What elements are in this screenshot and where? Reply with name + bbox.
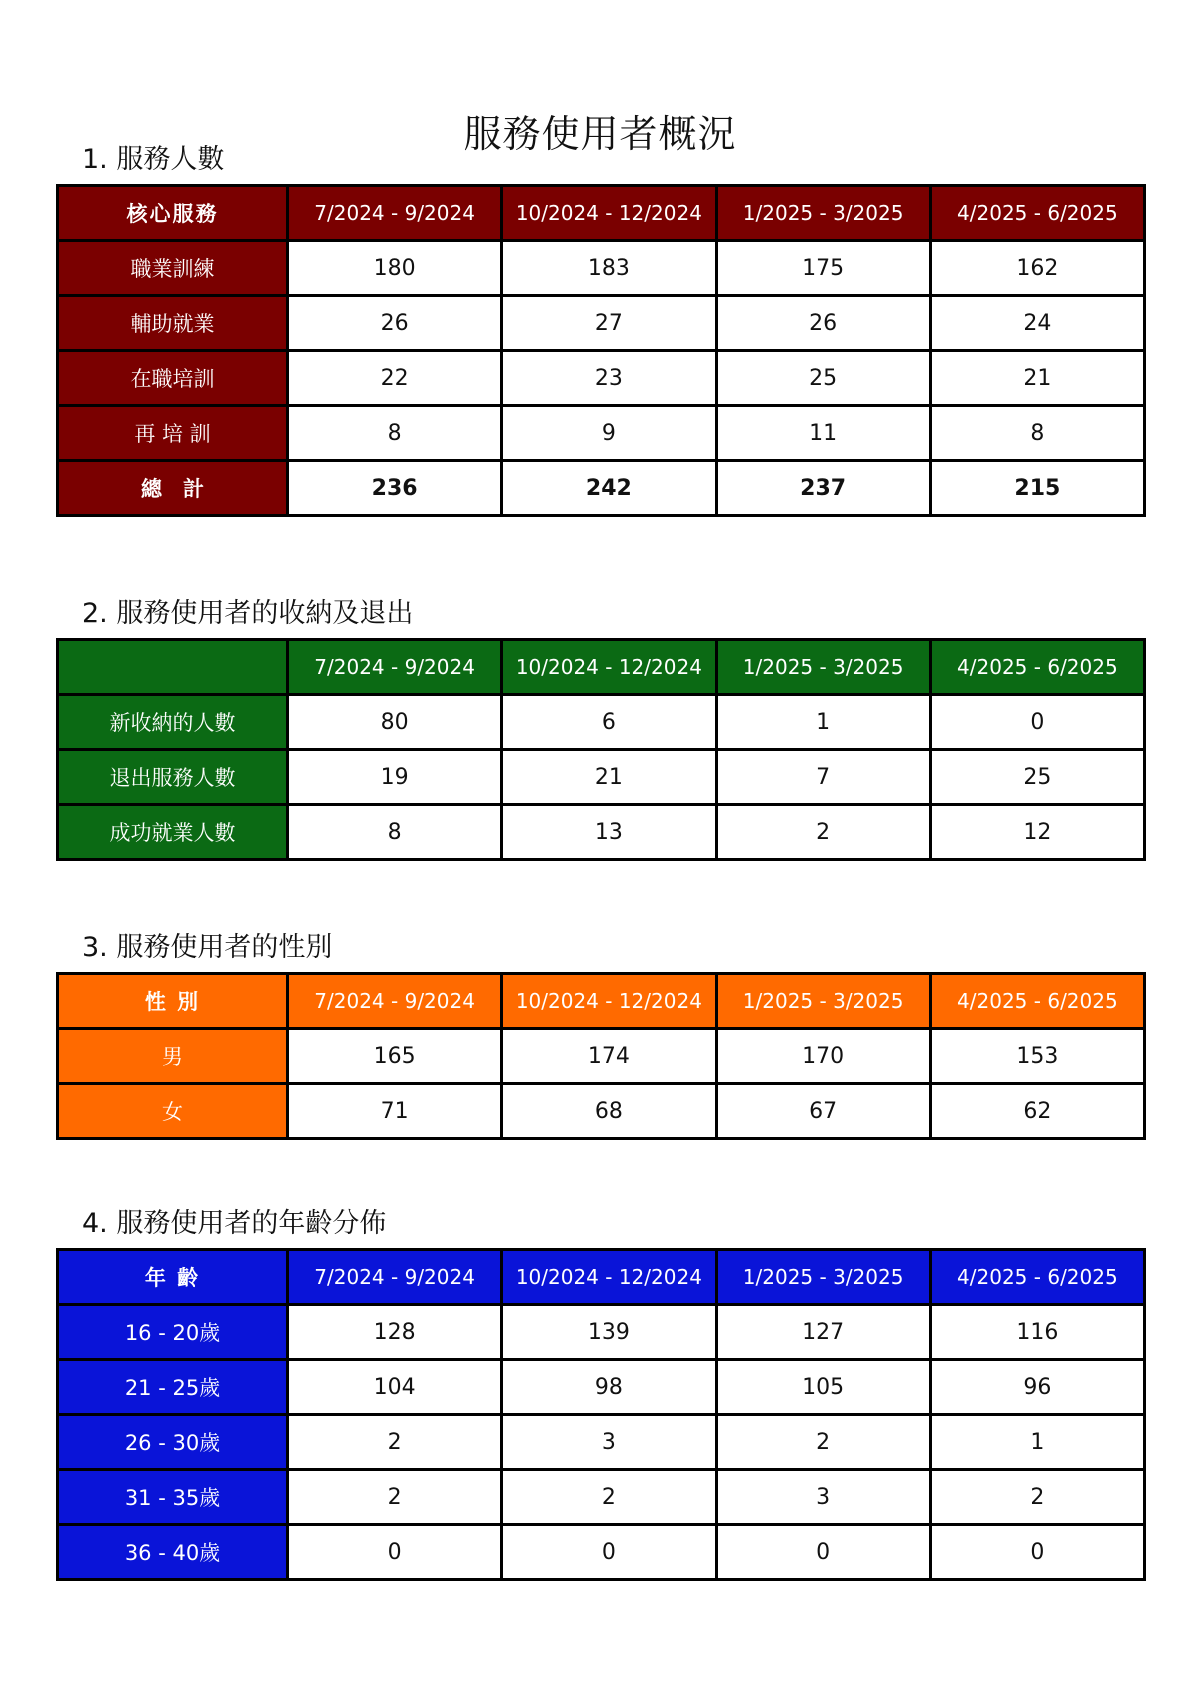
- header-row: [58, 1250, 1145, 1305]
- table-cell: 0: [716, 1525, 930, 1580]
- table-cell: 127: [716, 1305, 930, 1360]
- table-row: [58, 1525, 1145, 1580]
- corner-header: 年 齡: [58, 1250, 288, 1305]
- table-row: [58, 241, 1145, 296]
- row-label: 36 - 40歲: [58, 1525, 288, 1580]
- table-cell: 6: [502, 695, 716, 750]
- table-cell: 104: [288, 1360, 502, 1415]
- row-label: 女: [58, 1084, 288, 1139]
- table-cell: 2: [288, 1415, 502, 1470]
- table-cell: 180: [288, 241, 502, 296]
- table-row: [58, 1415, 1145, 1470]
- table-cell: 98: [502, 1360, 716, 1415]
- table-cell: 25: [930, 750, 1144, 805]
- header-row: [58, 640, 1145, 695]
- table-row: [58, 1084, 1145, 1139]
- table-cell: 80: [288, 695, 502, 750]
- table-cell: 8: [288, 805, 502, 860]
- section-service-count: [56, 140, 1148, 517]
- corner-header: 核心服務: [58, 186, 288, 241]
- table-cell: 0: [288, 1525, 502, 1580]
- table-cell: 162: [930, 241, 1144, 296]
- period-header: 7/2024 - 9/2024: [288, 186, 502, 241]
- corner-header: [58, 640, 288, 695]
- table-cell: 1: [716, 695, 930, 750]
- header-row: [58, 974, 1145, 1029]
- table-cell: 174: [502, 1029, 716, 1084]
- table-row: [58, 1360, 1145, 1415]
- table-cell: 0: [930, 695, 1144, 750]
- row-label: 31 - 35歲: [58, 1470, 288, 1525]
- period-header: 7/2024 - 9/2024: [288, 1250, 502, 1305]
- header-row: [58, 186, 1145, 241]
- section-age: [56, 1204, 1148, 1581]
- table-cell: 116: [930, 1305, 1144, 1360]
- table-cell: 139: [502, 1305, 716, 1360]
- table-cell: 68: [502, 1084, 716, 1139]
- row-label: 退出服務人數: [58, 750, 288, 805]
- section-heading: 3. 服務使用者的性別: [82, 932, 333, 963]
- table-cell: 21: [502, 750, 716, 805]
- row-label: 在職培訓: [58, 351, 288, 406]
- table-cell: 2: [288, 1470, 502, 1525]
- table-cell: 62: [930, 1084, 1144, 1139]
- row-label: 職業訓練: [58, 241, 288, 296]
- period-header: 10/2024 - 12/2024: [502, 640, 716, 695]
- page-title: 服務使用者概況: [463, 112, 737, 157]
- row-label: 21 - 25歲: [58, 1360, 288, 1415]
- period-header: 7/2024 - 9/2024: [288, 974, 502, 1029]
- table-cell: 21: [930, 351, 1144, 406]
- table-cell: 25: [716, 351, 930, 406]
- table-row: [58, 805, 1145, 860]
- table-row: [58, 1029, 1145, 1084]
- total-label: 總 計: [58, 461, 288, 516]
- table-row: [58, 406, 1145, 461]
- section-heading: 4. 服務使用者的年齡分佈: [82, 1208, 387, 1239]
- table-cell: 9: [502, 406, 716, 461]
- age-table: [56, 1248, 1146, 1581]
- row-label: 男: [58, 1029, 288, 1084]
- period-header: 1/2025 - 3/2025: [716, 974, 930, 1029]
- table-cell: 12: [930, 805, 1144, 860]
- row-label: 26 - 30歲: [58, 1415, 288, 1470]
- table-cell: 2: [502, 1470, 716, 1525]
- period-header: 7/2024 - 9/2024: [288, 640, 502, 695]
- table-cell: 0: [502, 1525, 716, 1580]
- period-header: 4/2025 - 6/2025: [930, 186, 1144, 241]
- total-row: [58, 461, 1145, 516]
- table-cell: 71: [288, 1084, 502, 1139]
- table-cell: 8: [930, 406, 1144, 461]
- table-cell: 7: [716, 750, 930, 805]
- table-cell: 8: [288, 406, 502, 461]
- corner-header: 性 別: [58, 974, 288, 1029]
- section-intake-exit: [56, 594, 1148, 861]
- period-header: 4/2025 - 6/2025: [930, 640, 1144, 695]
- total-cell: 236: [288, 461, 502, 516]
- period-header: 10/2024 - 12/2024: [502, 1250, 716, 1305]
- row-label: 再 培 訓: [58, 406, 288, 461]
- table-cell: 11: [716, 406, 930, 461]
- table-row: [58, 351, 1145, 406]
- gender-table: [56, 972, 1146, 1140]
- period-header: 1/2025 - 3/2025: [716, 640, 930, 695]
- table-cell: 13: [502, 805, 716, 860]
- table-cell: 170: [716, 1029, 930, 1084]
- intake-exit-table: [56, 638, 1146, 861]
- table-cell: 67: [716, 1084, 930, 1139]
- total-cell: 237: [716, 461, 930, 516]
- table-cell: 2: [930, 1470, 1144, 1525]
- table-cell: 153: [930, 1029, 1144, 1084]
- table-cell: 3: [716, 1470, 930, 1525]
- table-cell: 23: [502, 351, 716, 406]
- table-cell: 0: [930, 1525, 1144, 1580]
- table-cell: 1: [930, 1415, 1144, 1470]
- table-cell: 26: [288, 296, 502, 351]
- period-header: 1/2025 - 3/2025: [716, 1250, 930, 1305]
- period-header: 4/2025 - 6/2025: [930, 974, 1144, 1029]
- table-row: [58, 750, 1145, 805]
- period-header: 10/2024 - 12/2024: [502, 974, 716, 1029]
- row-label: 16 - 20歲: [58, 1305, 288, 1360]
- table-cell: 24: [930, 296, 1144, 351]
- table-row: [58, 296, 1145, 351]
- period-header: 1/2025 - 3/2025: [716, 186, 930, 241]
- table-cell: 3: [502, 1415, 716, 1470]
- table-cell: 96: [930, 1360, 1144, 1415]
- table-cell: 165: [288, 1029, 502, 1084]
- period-header: 10/2024 - 12/2024: [502, 186, 716, 241]
- table-cell: 175: [716, 241, 930, 296]
- table-cell: 183: [502, 241, 716, 296]
- section-gender: [56, 928, 1148, 1140]
- row-label: 輔助就業: [58, 296, 288, 351]
- table-cell: 22: [288, 351, 502, 406]
- table-cell: 2: [716, 1415, 930, 1470]
- section-heading: 1. 服務人數: [82, 144, 225, 175]
- table-cell: 19: [288, 750, 502, 805]
- table-row: [58, 695, 1145, 750]
- total-cell: 242: [502, 461, 716, 516]
- period-header: 4/2025 - 6/2025: [930, 1250, 1144, 1305]
- service-count-table: [56, 184, 1146, 517]
- table-row: [58, 1470, 1145, 1525]
- table-cell: 128: [288, 1305, 502, 1360]
- total-cell: 215: [930, 461, 1144, 516]
- table-cell: 26: [716, 296, 930, 351]
- table-cell: 27: [502, 296, 716, 351]
- section-heading: 2. 服務使用者的收納及退出: [82, 598, 414, 629]
- table-row: [58, 1305, 1145, 1360]
- table-cell: 105: [716, 1360, 930, 1415]
- table-cell: 2: [716, 805, 930, 860]
- row-label: 新收納的人數: [58, 695, 288, 750]
- row-label: 成功就業人數: [58, 805, 288, 860]
